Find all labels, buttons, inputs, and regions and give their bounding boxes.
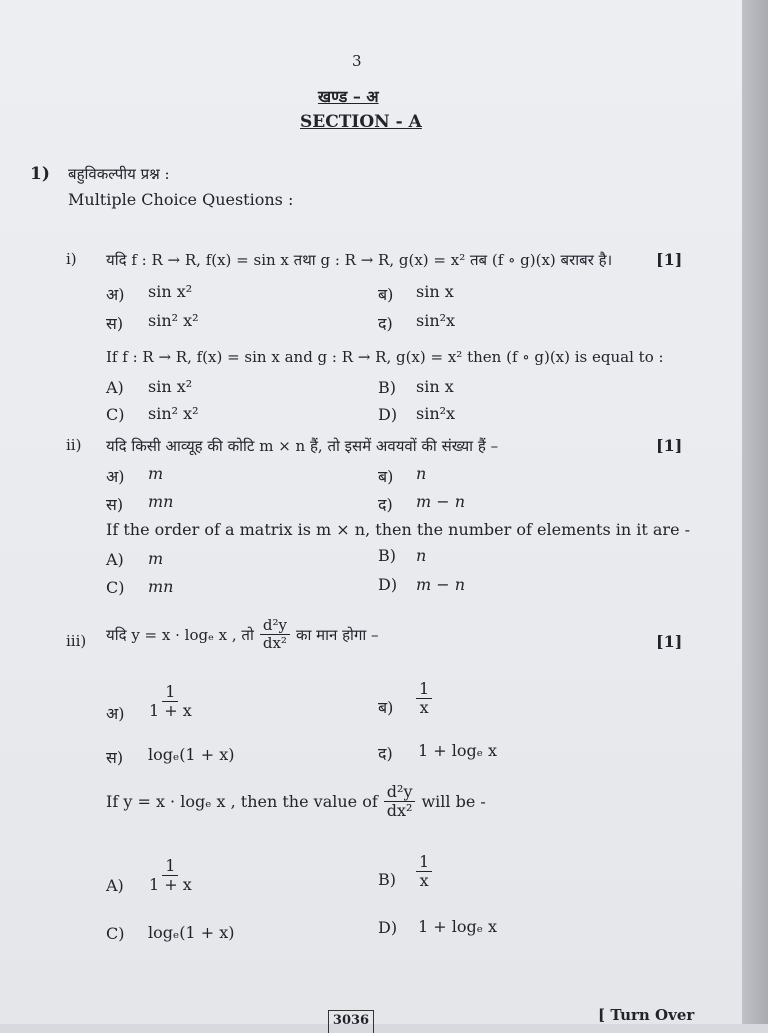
- option-text: sin x²: [148, 377, 193, 396]
- option-text: mn: [148, 577, 174, 596]
- option-text: sin x: [416, 282, 454, 301]
- subquestion-text-hindi: [106, 617, 379, 653]
- subquestion-text-hindi: यदि f : R → R, f(x) = sin x तथा g : R → R, g(x) = x² तब (f ∘ g)(x) बराबर है।: [106, 251, 613, 269]
- option-text: sin²x: [416, 311, 456, 330]
- option-text: sin x: [416, 377, 454, 396]
- option-label: अ): [106, 285, 125, 304]
- question-number: 1): [30, 164, 50, 184]
- option-label: C): [106, 578, 125, 597]
- option-label: ब): [378, 467, 394, 486]
- option-text: n: [416, 546, 427, 565]
- subquestion-label: iii): [66, 632, 87, 650]
- option-text: m: [148, 464, 164, 483]
- option-label: A): [106, 550, 124, 569]
- subquestion-text-english: [106, 783, 486, 821]
- option-label: द): [378, 495, 393, 514]
- option-label: स): [106, 495, 124, 514]
- fraction-denominator: 1 + x: [149, 875, 192, 895]
- section-title-hindi: खण्ड – अ: [318, 87, 379, 106]
- paper-code-box: 3036: [328, 1010, 374, 1033]
- fraction-numerator: d²y: [384, 783, 416, 802]
- option-fraction: [146, 857, 195, 895]
- option-label: B): [378, 546, 396, 565]
- fraction-numerator: 1: [162, 857, 178, 876]
- derivative-fraction: [260, 617, 290, 653]
- option-text: m: [148, 549, 164, 568]
- option-text: mn: [148, 492, 174, 511]
- option-text: m − n: [416, 575, 466, 594]
- subquestion-text-hindi: यदि किसी आव्यूह की कोटि m × n हैं, तो इसमें अवयवों की संख्या हैं –: [106, 437, 499, 455]
- option-fraction: [146, 683, 195, 721]
- option-label: अ): [106, 704, 125, 723]
- option-text: sin²x: [416, 404, 456, 423]
- page-number: 3: [352, 52, 362, 70]
- marks-label: [1]: [656, 436, 683, 455]
- subquestion-label: i): [66, 250, 77, 268]
- option-fraction: [416, 853, 432, 891]
- derivative-fraction: [384, 783, 416, 821]
- turn-over-label: [ Turn Over: [598, 1006, 695, 1024]
- marks-label: [1]: [656, 250, 683, 269]
- option-text: 1 + logₑ x: [418, 917, 498, 936]
- question-title-english: Multiple Choice Questions :: [68, 190, 294, 209]
- option-label: द): [378, 314, 393, 333]
- subquestion-text-english: If f : R → R, f(x) = sin x and g : R → R, g(x) = x² then (f ∘ g)(x) is equal to :: [106, 348, 664, 366]
- question-text-suffix: का मान होगा –: [295, 625, 379, 644]
- option-label: B): [378, 870, 396, 889]
- fraction-denominator: 1 + x: [149, 701, 192, 721]
- option-label: स): [106, 748, 124, 767]
- fraction-numerator: d²y: [260, 617, 290, 635]
- option-text: n: [416, 464, 427, 483]
- fraction-denominator: dx²: [386, 801, 413, 821]
- option-label: D): [378, 405, 398, 424]
- option-label: अ): [106, 467, 125, 486]
- question-title-hindi: बहुविकल्पीय प्रश्न :: [68, 165, 170, 183]
- fraction-denominator: dx²: [262, 634, 287, 653]
- fraction-numerator: 1: [162, 683, 178, 702]
- option-text: m − n: [416, 492, 466, 511]
- section-title-english: SECTION - A: [300, 112, 422, 132]
- option-text: sin² x²: [148, 404, 199, 423]
- fraction-numerator: 1: [416, 853, 432, 872]
- option-text: sin² x²: [148, 311, 199, 330]
- option-label: स): [106, 314, 124, 333]
- option-label: A): [106, 876, 124, 895]
- option-text: sin x²: [148, 282, 193, 301]
- fraction-denominator: x: [419, 698, 429, 718]
- page-edge-shadow: [742, 0, 768, 1024]
- option-text: logₑ(1 + x): [148, 923, 235, 942]
- option-label: D): [378, 575, 398, 594]
- option-text: 1 + logₑ x: [418, 741, 498, 760]
- fraction-denominator: x: [419, 871, 429, 891]
- option-label: द): [378, 744, 393, 763]
- subquestion-text-english: If the order of a matrix is m × n, then the number of elements in it are -: [106, 520, 691, 539]
- question-text-prefix: यदि y = x · logₑ x , तो: [106, 625, 254, 644]
- option-label: C): [106, 924, 125, 943]
- marks-label: [1]: [656, 632, 683, 651]
- fraction-numerator: 1: [416, 680, 432, 699]
- option-label: ब): [378, 285, 394, 304]
- option-text: logₑ(1 + x): [148, 745, 235, 764]
- question-text-suffix: will be -: [421, 792, 486, 812]
- option-label: C): [106, 405, 125, 424]
- option-label: D): [378, 918, 398, 937]
- option-label: A): [106, 378, 124, 397]
- subquestion-label: ii): [66, 436, 82, 454]
- question-text-prefix: If y = x · logₑ x , then the value of: [106, 792, 378, 812]
- option-label: B): [378, 378, 396, 397]
- option-label: ब): [378, 698, 394, 717]
- option-fraction: [416, 680, 432, 718]
